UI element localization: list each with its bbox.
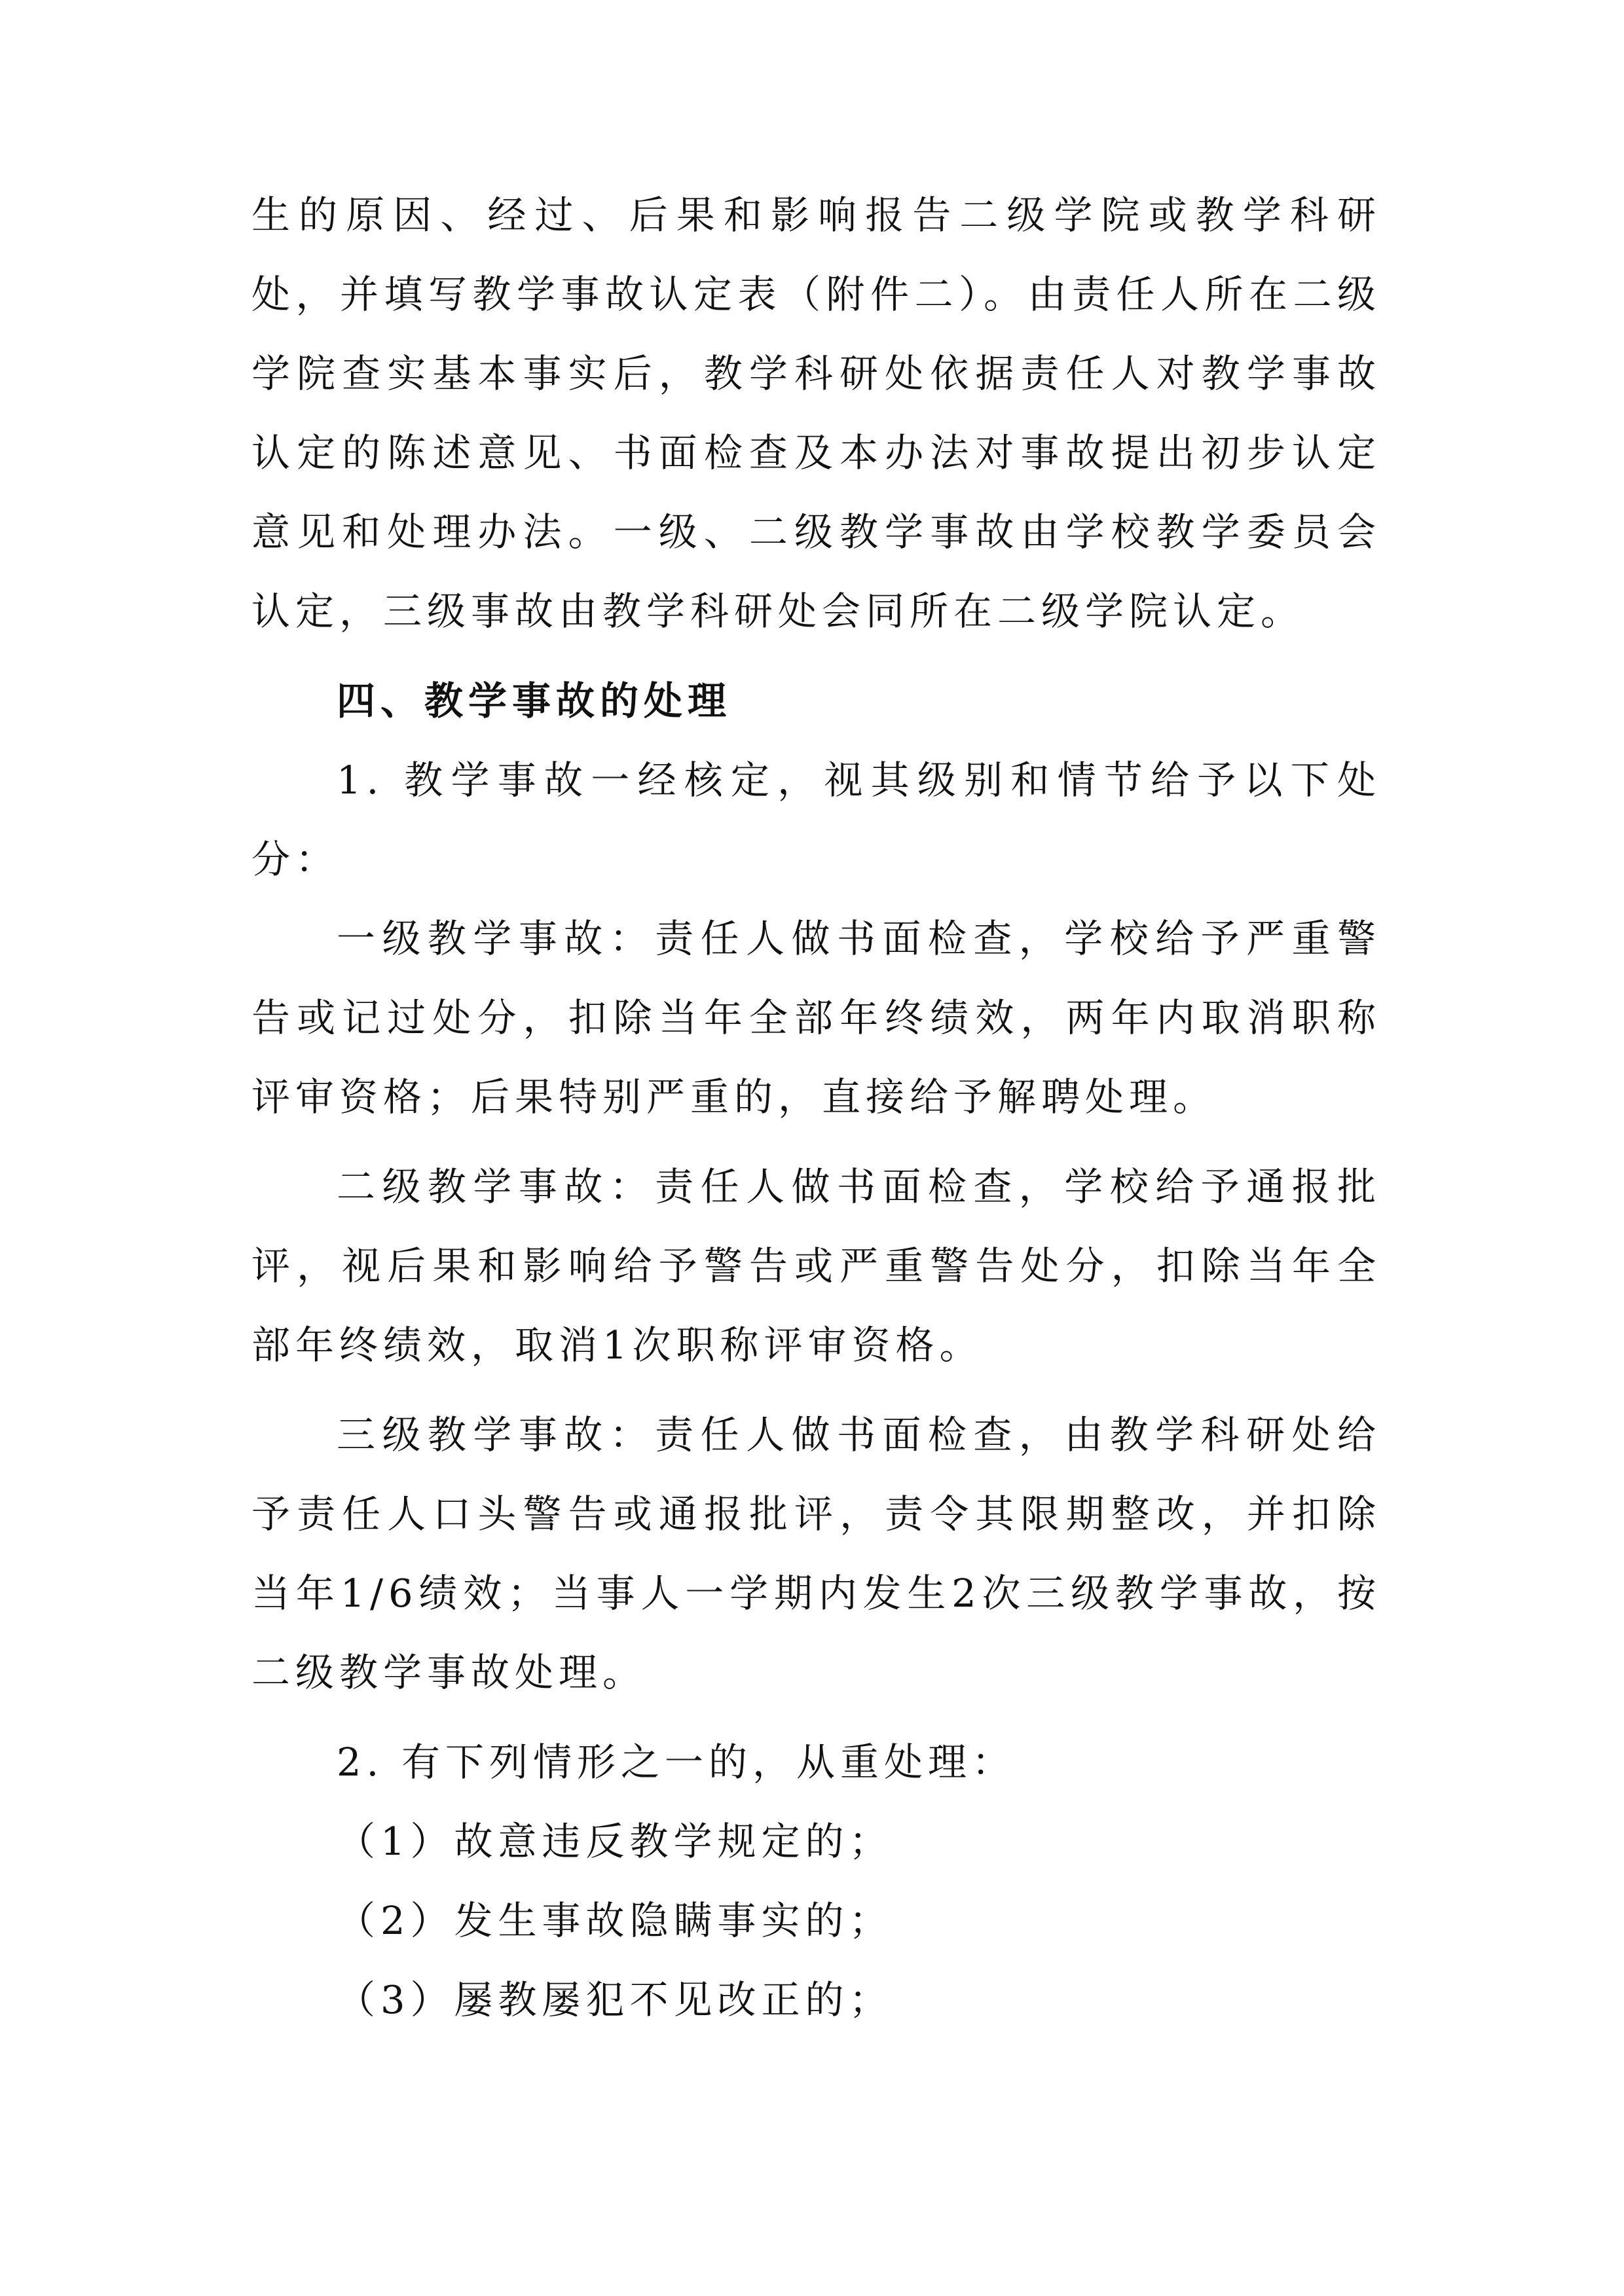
paragraph-item-2: 2. 有下列情形之一的，从重处理： [337, 1740, 1016, 1785]
paragraph-level-1-accident: 一级教学事故：责任人做书面检查，学校给予严重警告或记过处分，扣除当年全部年终绩效，两年内取消职称评审资格；后果特别严重的，直接给予解聘处理。 [251, 916, 1381, 1120]
list-item-3: （3）屡教屡犯不见改正的； [337, 1977, 893, 2022]
section-heading-4: 四、教学事故的处理 [337, 678, 732, 723]
list-item-2: （2）发生事故隐瞒事实的； [337, 1898, 893, 1943]
paragraph-item-1: 1. 教学事故一经核定，视其级别和情节给予以下处分： [251, 757, 1381, 882]
paragraph-level-3-accident: 三级教学事故：责任人做书面检查，由教学科研处给予责任人口头警告或通报批评，责令其限期整改，并扣除当年1/6绩效；当事人一学期内发生2次三级教学事故，按二级教学事故处理。 [251, 1412, 1381, 1695]
list-item-1: （1）故意违反教学规定的； [337, 1819, 893, 1864]
paragraph-continuation: 生的原因、经过、后果和影响报告二级学院或教学科研处，并填写教学事故认定表（附件二）。由责任人所在二级学院查实基本事实后，教学科研处依据责任人对教学事故认定的陈述意见、书面检查及本办法对事故提出初步认定意见和处理办法。一级、二级教学事故由学校教学委员会认定，三级事故由教学科研处会同所在二级学院认定。 [251, 192, 1381, 634]
document-body [251, 175, 1381, 2039]
paragraph-level-2-accident: 二级教学事故：责任人做书面检查，学校给予通报批评，视后果和影响给予警告或严重警告处分，扣除当年全部年终绩效，取消1次职称评审资格。 [251, 1164, 1381, 1368]
